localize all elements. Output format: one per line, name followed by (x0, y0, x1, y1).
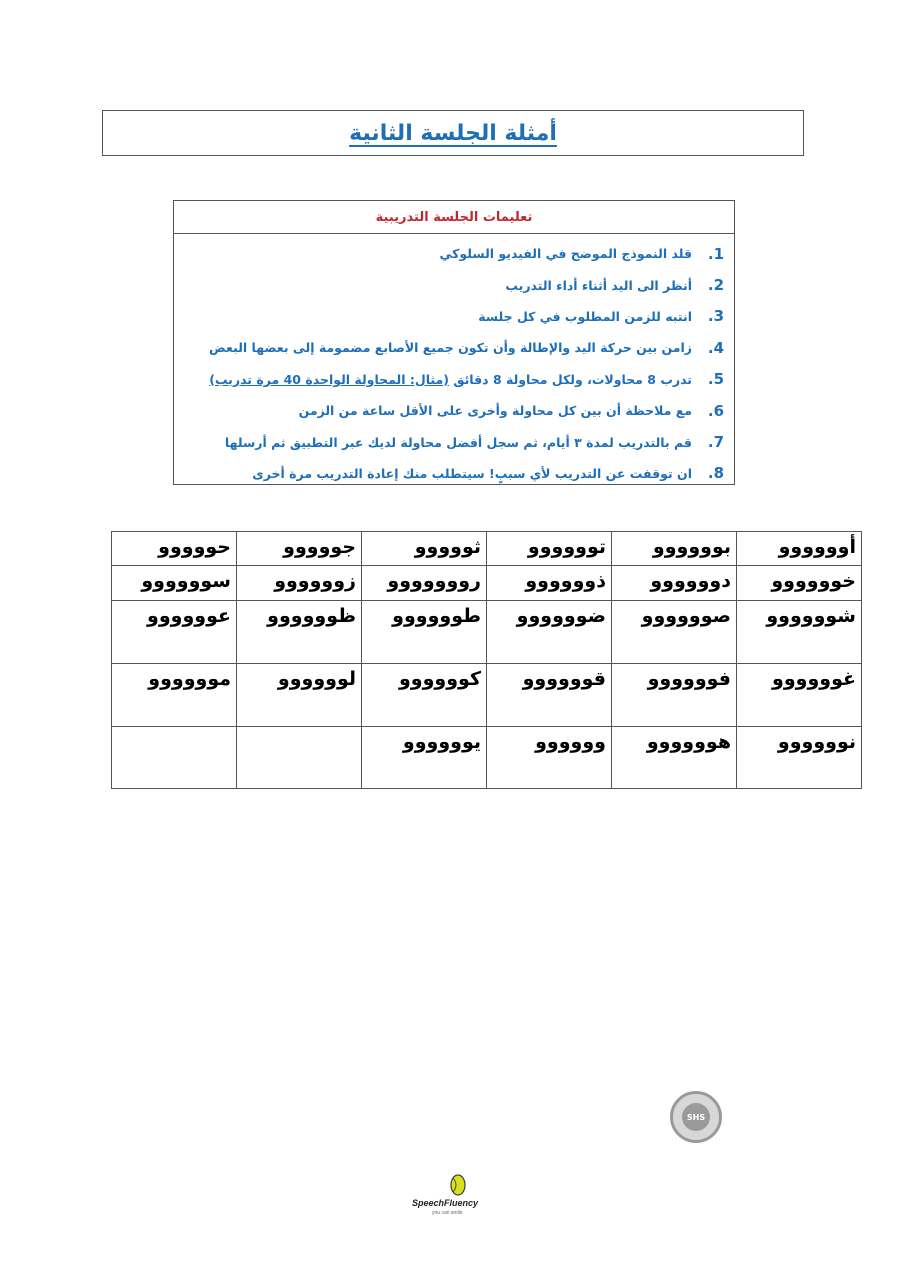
instruction-number: 5. (707, 370, 724, 389)
instruction-item (184, 426, 724, 457)
table-cell: رووووووو (362, 566, 487, 601)
instruction-number: 6. (707, 401, 724, 420)
instruction-text: أنظر الى اليد أثناء أداء التدريب (505, 277, 692, 293)
table-row (112, 601, 862, 664)
letters-table (111, 531, 862, 789)
instruction-number: 1. (707, 244, 724, 263)
instruction-item (184, 269, 724, 300)
table-cell: يوووووو (362, 727, 487, 789)
table-cell: هوووووو (612, 727, 737, 789)
instructions-list (174, 234, 734, 489)
table-cell: خوووووو (737, 566, 862, 601)
instruction-text: ان توقفت عن التدريب لأي سببٍ! سيتطلب منك إعادة التدريب مرة أخرى (252, 465, 692, 481)
instruction-text (184, 372, 692, 387)
table-cell: ذوووووو (487, 566, 612, 601)
table-cell (112, 727, 237, 789)
table-cell: لوووووو (237, 664, 362, 727)
table-cell: صوووووو (612, 601, 737, 664)
instructions-box (173, 200, 735, 485)
table-cell: سوووووو (112, 566, 237, 601)
instruction-number: 7. (707, 433, 724, 452)
table-cell: طوووووو (362, 601, 487, 664)
instruction-text-main: تدرب 8 محاولات، ولكل محاولة 8 دقائق (448, 371, 692, 387)
table-cell: فوووووو (612, 664, 737, 727)
table-cell: توووووو (487, 532, 612, 566)
table-cell: حووووو (112, 532, 237, 566)
logo-wordmark: SpeechFluency (412, 1198, 479, 1208)
page-title: أمثلة الجلسة الثانية (349, 120, 557, 146)
table-cell: ضوووووو (487, 601, 612, 664)
instruction-item (184, 458, 724, 489)
table-cell: نوووووو (737, 727, 862, 789)
table-cell: أوووووو (737, 532, 862, 566)
table-row (112, 727, 862, 789)
instruction-text: قلد النموذج الموضح في الفيديو السلوكي (439, 246, 692, 262)
instruction-item (184, 364, 724, 395)
table-cell: كوووووو (362, 664, 487, 727)
instruction-number: 3. (707, 307, 724, 326)
table-cell: زوووووو (237, 566, 362, 601)
instruction-text: قم بالتدريب لمدة ٣ أيام، ثم سجل أفضل محاولة لديك عبر التطبيق ثم أرسلها (224, 434, 692, 450)
instruction-text: زامن بين حركة اليد والإطالة وأن تكون جميع الأصابع مضمومة إلى بعضها البعض (208, 340, 692, 356)
title-box (102, 110, 804, 156)
table-cell: بوووووو (612, 532, 737, 566)
tennis-ball-icon (412, 1172, 496, 1200)
instruction-item (184, 238, 724, 269)
table-row (112, 566, 862, 601)
table-row (112, 532, 862, 566)
table-cell: قوووووو (487, 664, 612, 727)
table-cell: ثووووو (362, 532, 487, 566)
table-cell: جووووو (237, 532, 362, 566)
table-cell: موووووو (112, 664, 237, 727)
instructions-heading: تعليمات الجلسة التدريبية (174, 201, 734, 234)
table-cell: دوووووو (612, 566, 737, 601)
instruction-text: انتبه للزمن المطلوب في كل جلسة (478, 308, 692, 324)
seal-center: SHS (682, 1103, 710, 1131)
speechfluency-logo (412, 1172, 496, 1222)
table-cell: غوووووو (737, 664, 862, 727)
table-cell: شوووووو (737, 601, 862, 664)
table-row (112, 664, 862, 727)
table-cell (237, 727, 362, 789)
instruction-number: 8. (707, 464, 724, 483)
table-cell: عوووووو (112, 601, 237, 664)
instruction-example-underlined: (مثال: المحاولة الواحدة 40 مرة تدريب) (209, 371, 449, 387)
instruction-item (184, 301, 724, 332)
shs-seal-icon (670, 1091, 722, 1143)
instruction-number: 4. (707, 338, 724, 357)
logo-tagline: you can smile (432, 1210, 463, 1216)
instruction-number: 2. (707, 276, 724, 295)
table-cell: وووووو (487, 727, 612, 789)
table-cell: ظوووووو (237, 601, 362, 664)
instruction-item (184, 395, 724, 426)
instruction-text: مع ملاحظة أن بين كل محاولة وأخرى على الأقل ساعة من الزمن (298, 403, 692, 419)
instruction-item (184, 332, 724, 363)
